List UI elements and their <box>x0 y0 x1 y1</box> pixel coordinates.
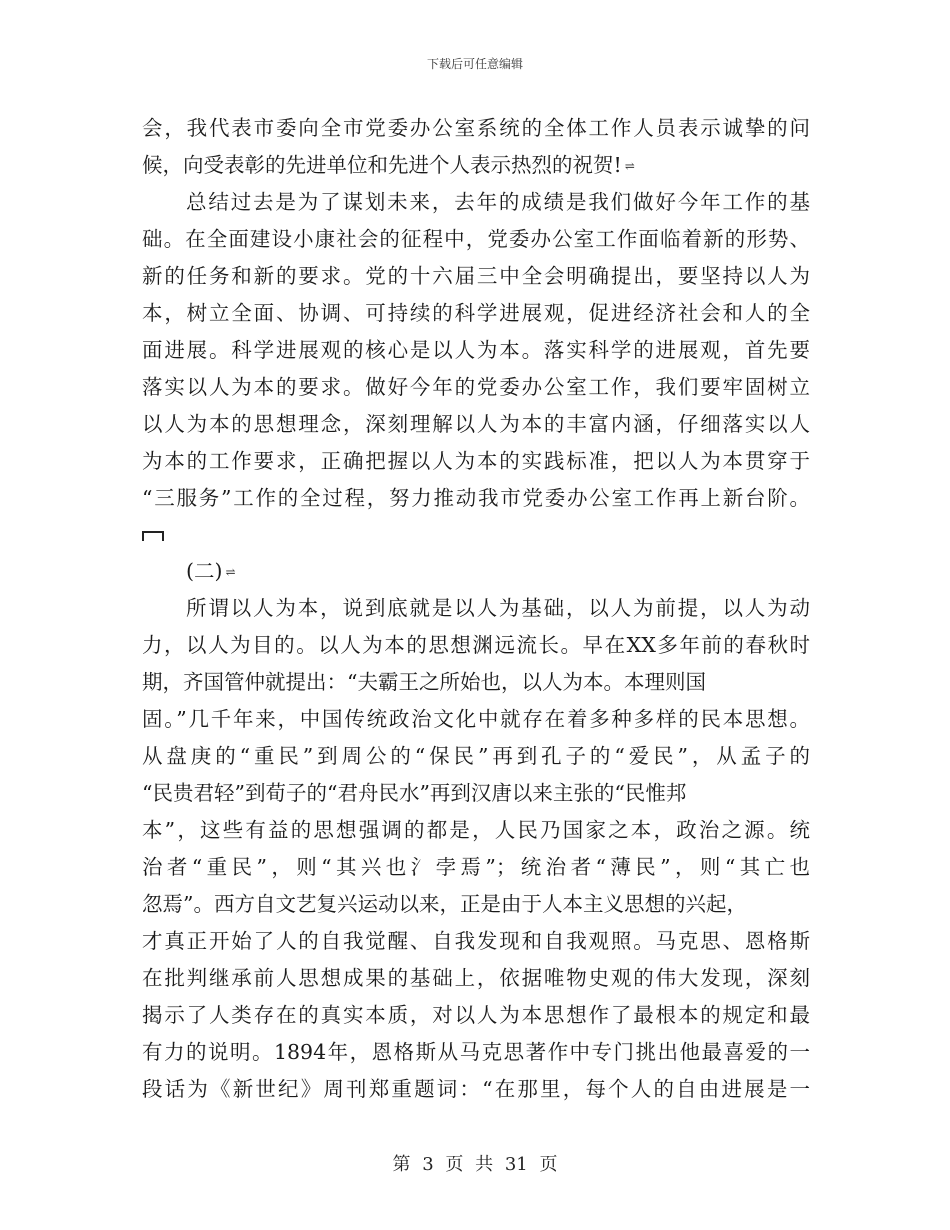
text-line: 面进展。科学进展观的核心是以人为本。落实科学的进展观，首先要 <box>142 338 810 362</box>
document-body <box>142 110 810 1108</box>
text-line: 为本的工作要求，正确把握以人为本的实践标准，把以人为本贯穿于 <box>142 449 810 473</box>
bracket-mark-icon <box>142 517 810 553</box>
text-line: 期，齐国管仲就提出：“夫霸王之所始也，以人为本。本理则国 <box>142 670 706 694</box>
text-line: 从盘庚的“重民”到周公的“保民”再到孔子的“爱民”，从孟子的 <box>142 744 810 768</box>
text-line: 会，我代表市委向全市党委办公室系统的全体工作人员表示诚挚的问 <box>142 116 810 140</box>
text-line: 治者“重民”，则“其兴也氵孛焉”；统治者“薄民”，则“其亡也 <box>142 855 810 879</box>
paragraph-mark-icon: ⇌ <box>225 565 236 579</box>
paragraph-mark-icon: ⇌ <box>624 159 635 173</box>
section-heading-text: (二) <box>186 559 223 583</box>
text-line: “三服务”工作的全过程，努力推动我市党委办公室工作再上新台阶。 <box>142 486 810 510</box>
text-line: 才真正开始了人的自我觉醒、自我发现和自我观照。马克思、恩格斯 <box>142 929 810 953</box>
text-line: 以人为本的思想理念，深刻理解以人为本的丰富内涵，仔细落实以人 <box>142 412 810 436</box>
page-header: 下载后可任意编辑 <box>426 57 523 71</box>
text-line: 有力的说明。1894年，恩格斯从马克思著作中专门挑出他最喜爱的一 <box>142 1040 810 1064</box>
text-line: 力，以人为目的。以人为本的思想渊远流长。早在XX多年前的春秋时 <box>142 633 810 657</box>
section-heading <box>142 553 810 590</box>
page-footer: 第 3 页 共 31 页 <box>392 1154 558 1175</box>
text-line: 新的任务和新的要求。党的十六届三中全会明确提出，要坚持以人为 <box>142 264 810 288</box>
text-line-content: 候，向受表彰的先进单位和先进个人表示热烈的祝贺! <box>142 153 622 177</box>
text-line: 所谓以人为本，说到底就是以人为基础，以人为前提，以人为动 <box>186 596 810 620</box>
text-line <box>142 147 810 184</box>
text-line: 总结过去是为了谋划未来，去年的成绩是我们做好今年工作的基 <box>186 190 810 214</box>
text-line: “民贵君轻”到荀子的“君舟民水”再到汉唐以来主张的“民惟邦 <box>142 781 687 805</box>
text-line: 固。”几千年来，中国传统政治文化中就存在着多种多样的民本思想。 <box>142 707 810 731</box>
text-line: 揭示了人类存在的真实本质，对以人为本思想作了最根本的规定和最 <box>142 1003 810 1027</box>
text-line: 段话为《新世纪》周刊郑重题词：“在那里，每个人的自由进展是一 <box>142 1077 810 1101</box>
text-line: 本”，这些有益的思想强调的都是，人民乃国家之本，政治之源。统 <box>142 818 810 842</box>
text-line: 础。在全面建设小康社会的征程中，党委办公室工作面临着新的形势、 <box>142 227 810 251</box>
text-line: 本，树立全面、协调、可持续的科学进展观，促进经济社会和人的全 <box>142 301 810 325</box>
text-line: 在批判继承前人思想成果的基础上，依据唯物史观的伟大发现，深刻 <box>142 966 810 990</box>
text-line: 忽焉”。西方自文艺复兴运动以来，正是由于人本主义思想的兴起， <box>142 892 747 916</box>
text-line: 落实以人为本的要求。做好今年的党委办公室工作，我们要牢固树立 <box>142 375 810 399</box>
